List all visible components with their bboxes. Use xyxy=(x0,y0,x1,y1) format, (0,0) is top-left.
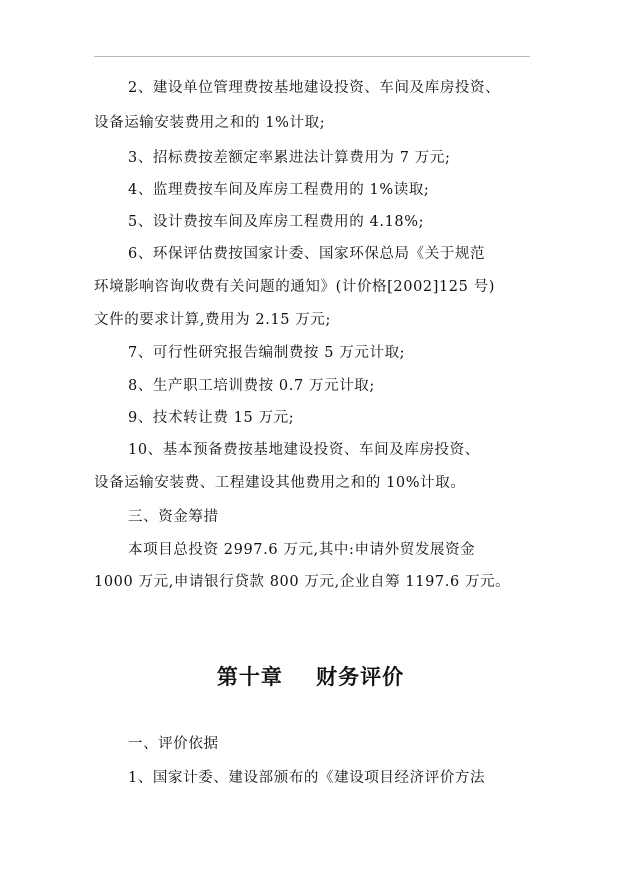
item-2-line-1: 2、建设单位管理费按基地建设投资、车间及库房投资、 xyxy=(128,80,501,96)
funding-line-1: 本项目总投资 2997.6 万元,其中:申请外贸发展资金 xyxy=(128,542,476,558)
item-6-line-1: 6、环保评估费按国家计委、国家环保总局《关于规范 xyxy=(128,246,486,262)
item-9: 9、技术转让费 15 万元; xyxy=(128,410,295,426)
section-heading: 一、评价依据 xyxy=(128,736,219,752)
item-6-line-2: 环境影响咨询收费有关问题的通知》(计价格[2002]125 号) xyxy=(94,279,496,295)
item-10-line-2: 设备运输安装费、工程建设其他费用之和的 10%计取。 xyxy=(94,475,466,491)
basis-item-1: 1、国家计委、建设部颁布的《建设项目经济评价方法 xyxy=(128,770,486,786)
header-rule xyxy=(94,56,530,57)
chapter-title: 第十章 财务评价 xyxy=(216,665,405,689)
item-10-line-1: 10、基本预备费按基地建设投资、车间及库房投资、 xyxy=(128,442,480,458)
item-4: 4、监理费按车间及库房工程费用的 1%读取; xyxy=(128,182,430,198)
item-8: 8、生产职工培训费按 0.7 万元计取; xyxy=(128,378,375,394)
item-6-line-3: 文件的要求计算,费用为 2.15 万元; xyxy=(94,312,331,328)
item-3: 3、招标费按差额定率累进法计算费用为 7 万元; xyxy=(128,150,451,166)
section-funding-heading: 三、资金筹措 xyxy=(128,509,219,525)
item-5: 5、设计费按车间及库房工程费用的 4.18%; xyxy=(128,214,425,230)
item-2-line-2: 设备运输安装费用之和的 1%计取; xyxy=(94,115,326,131)
item-7: 7、可行性研究报告编制费按 5 万元计取; xyxy=(128,345,406,361)
funding-line-2: 1000 万元,申请银行贷款 800 万元,企业自筹 1197.6 万元。 xyxy=(94,574,511,590)
